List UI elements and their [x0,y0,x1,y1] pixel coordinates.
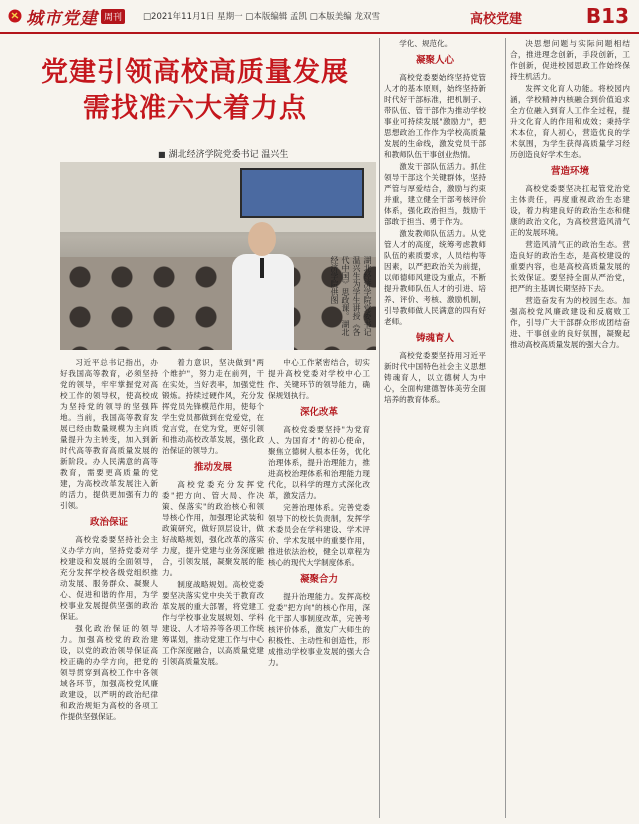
subheading: 凝聚人心 [415,55,454,66]
headline-line-1: 党建引领高校高质量发展 [41,57,349,88]
photo-speaker-head [248,222,276,256]
page-number: B13 [585,4,629,28]
byline: ■ 湖北经济学院党委书记 温兴生 [158,147,288,160]
paragraph: 习近平总书记指出，办好我国高等教育，必须坚持党的领导，牢牢掌握党对高校工作的领导权，使高校成为坚持党的领导的坚强阵地。当前，我国高等教育发展已经由数量规模为主向质量提升为主转变，加入到新时代高等教育高质量发展的新阶段。办人民满意的高等教育，需要更高质量的党建，为高校改革发展注入新的活力，提供更加强有力的引领。 [60,358,158,510]
column-4 [384,38,486,819]
brand-name: 城市党建 [26,8,98,29]
subheading: 营造环境 [550,166,589,177]
photo-screen [240,168,364,218]
brand-tag: 周刊 [101,9,125,24]
column-2 [162,357,264,819]
paragraph: 提升治理能力。发挥高校党委"把方向"的核心作用，深化干部人事制度改革，完善考核评价体系，激发广大师生的积极性、主动性和创造性，形成推动学校事业发展的强大合力。 [268,592,370,667]
paragraph: 营造奋发有为的校园生态。加强高校党风廉政建设和反腐败工作，引导广大干部群众形成团结奋进、干事创业的良好氛围，凝聚起推动高校高质量发展的强大合力。 [510,296,630,349]
paragraph: 决思想问题与实际问题相结合，推进理念创新，手段创新，工作创新，促进校园思政工作始终保持生机活力。 [510,39,630,81]
paragraph: 高校党委要始终坚持党管人才的基本原则，始终坚持新时代好干部标准，把机制子、带队伍、管干部作为推动学校事业可持续发展"激励力"，把思想政治工作作为学校高质量发展的生命线，激发党员干部和教师队伍干事创业热情。 [384,73,486,159]
party-emblem-icon [8,9,22,23]
column-divider [379,38,380,818]
column-3 [268,357,370,819]
section-title: 高校党建 [470,12,523,27]
paragraph: 高校党委要坚决扛起管党治党主体责任，再度重视政治生态建设，着力构建良好的政治生态和健康的政治文化，为高校营造风清气正的发展环境。 [510,184,630,237]
paragraph: 中心工作紧密结合，切实提升高校党委对学校中心工作、关键环节的领导能力，确保规划执行。 [268,358,370,400]
column-5 [510,38,630,819]
subheading: 推动发展 [193,462,232,473]
paragraph: 发挥文化育人功能。将校园内涵，学校精神内核融合到价值追求全方位融入到育人工作全过程，提升文化育人的作用和成效；秉持学术本位，育人初心，营造优良的学术氛围，为学生获得高质量学习经历创造良好学术生态。 [510,84,630,159]
paragraph: 激发教师队伍活力。从党管人才的高度，统筹考虑教师队伍的素质要求，人员结构等因素，以严把政治关为前提，以师德师风建设为重点，不断提升教师队伍人才的引进、培养、评价、考核、激励机制，引导教师做人民满意的四有好老师。 [384,229,486,326]
subheading: 铸魂育人 [415,333,454,344]
paragraph: 强化政治保证的领导力。加强高校党的政治建设，以党的政治领导保证高校正确的办学方向，把党的领导贯穿到高校工作中各领域各环节，加强高校党风廉政建设，以严明的政治纪律和政治规矩为高校的各项工作提供坚强保证。 [60,624,158,721]
paragraph: 高校党委充分发挥党委"把方向、管大局、作决策、保落实"的政治核心和领导核心作用，加强理论武装和政策研究，做好顶层设计，做好战略规划，强化改革的落实力度，提升党建与业务深度融合，引领发展，凝聚发展的能力。 [162,480,264,577]
paragraph: 高校党委要坚持用习近平新时代中国特色社会主义思想铸魂育人，以立德树人为中心，全面构建德智体美劳全面培养的教育体系。 [384,351,486,404]
headline [40,55,350,127]
column-divider [505,38,506,818]
subheading: 政治保证 [89,517,128,528]
paragraph: 营造风清气正的政治生态。营造良好的政治生态，是高校建设的重要内容，也是高校高质量发展的长效保证。要坚持全面从严治党，把严的主基调长期坚持下去。 [510,240,630,293]
column-1 [60,357,158,819]
page-header [0,0,639,34]
subheading: 凝聚合力 [299,574,338,585]
masthead [8,4,125,29]
paragraph: 制度战略规划。高校党委要坚决落实党中央关于教育改革发展的重大部署，将党建工作与学校事业发展规划、学科建设、人才培养等各项工作统筹谋划，推动党建工作与中心工作深度融合，以高质量党建引领高质量发展。 [162,580,264,666]
paragraph: 学化、规范化。 [399,39,453,48]
subheading: 深化改革 [299,407,338,418]
photo-microphone [260,258,264,278]
paragraph: 完善治理体系。完善党委领导下的校长负责制，发挥学术委员会在学科建设、学术评价、学术发展中的重要作用，推进依法治校，健全以章程为核心的现代大学制度体系。 [268,503,370,567]
paragraph: 高校党委要坚持社会主义办学方向，坚持党委对学校建设和发展的全面领导，充分发挥学校各级党组织推动发展、服务群众、凝聚人心、促进和谐的作用，为学校事业发展提供坚强的政治保证。 [60,535,158,621]
paragraph: 高校党委要坚持"为党育人、为国育才"的初心使命，聚焦立德树人根本任务，优化治理体系，提升治理能力，推进高校治理体系和治理能力现代化，以科学的理方式深化改革，激发活力。 [268,425,370,500]
headline-line-2: 需找准六大着力点 [83,93,307,124]
paragraph: 激发干部队伍活力。抓住领导干部这个关键群体，坚持严管与厚爱结合，激励与约束并重，建立健全干部考核评价体系，强化政治担当，鼓励干部敢于担当、勇于作为。 [384,162,486,226]
photo-caption: 湖北经济学院党委书记温兴生为学生讲授《各代中国》思政课。湖北经济学院供图 [330,256,372,336]
paragraph: 着力意识，坚决做到"两个维护"，努力走在前列，干在实处，当好表率，加强党性锻炼。持续过硬作风，充分发挥党员先锋模范作用，使每个学生党员都做到在党爱党，在党言党，在党为党，更好引领和推动高校改革发展，强化政治保证的领导力。 [162,358,264,455]
issue-info: □2021年11月1日 星期一 □本版编辑 孟凯 □本版美编 龙双雪 [143,12,380,22]
